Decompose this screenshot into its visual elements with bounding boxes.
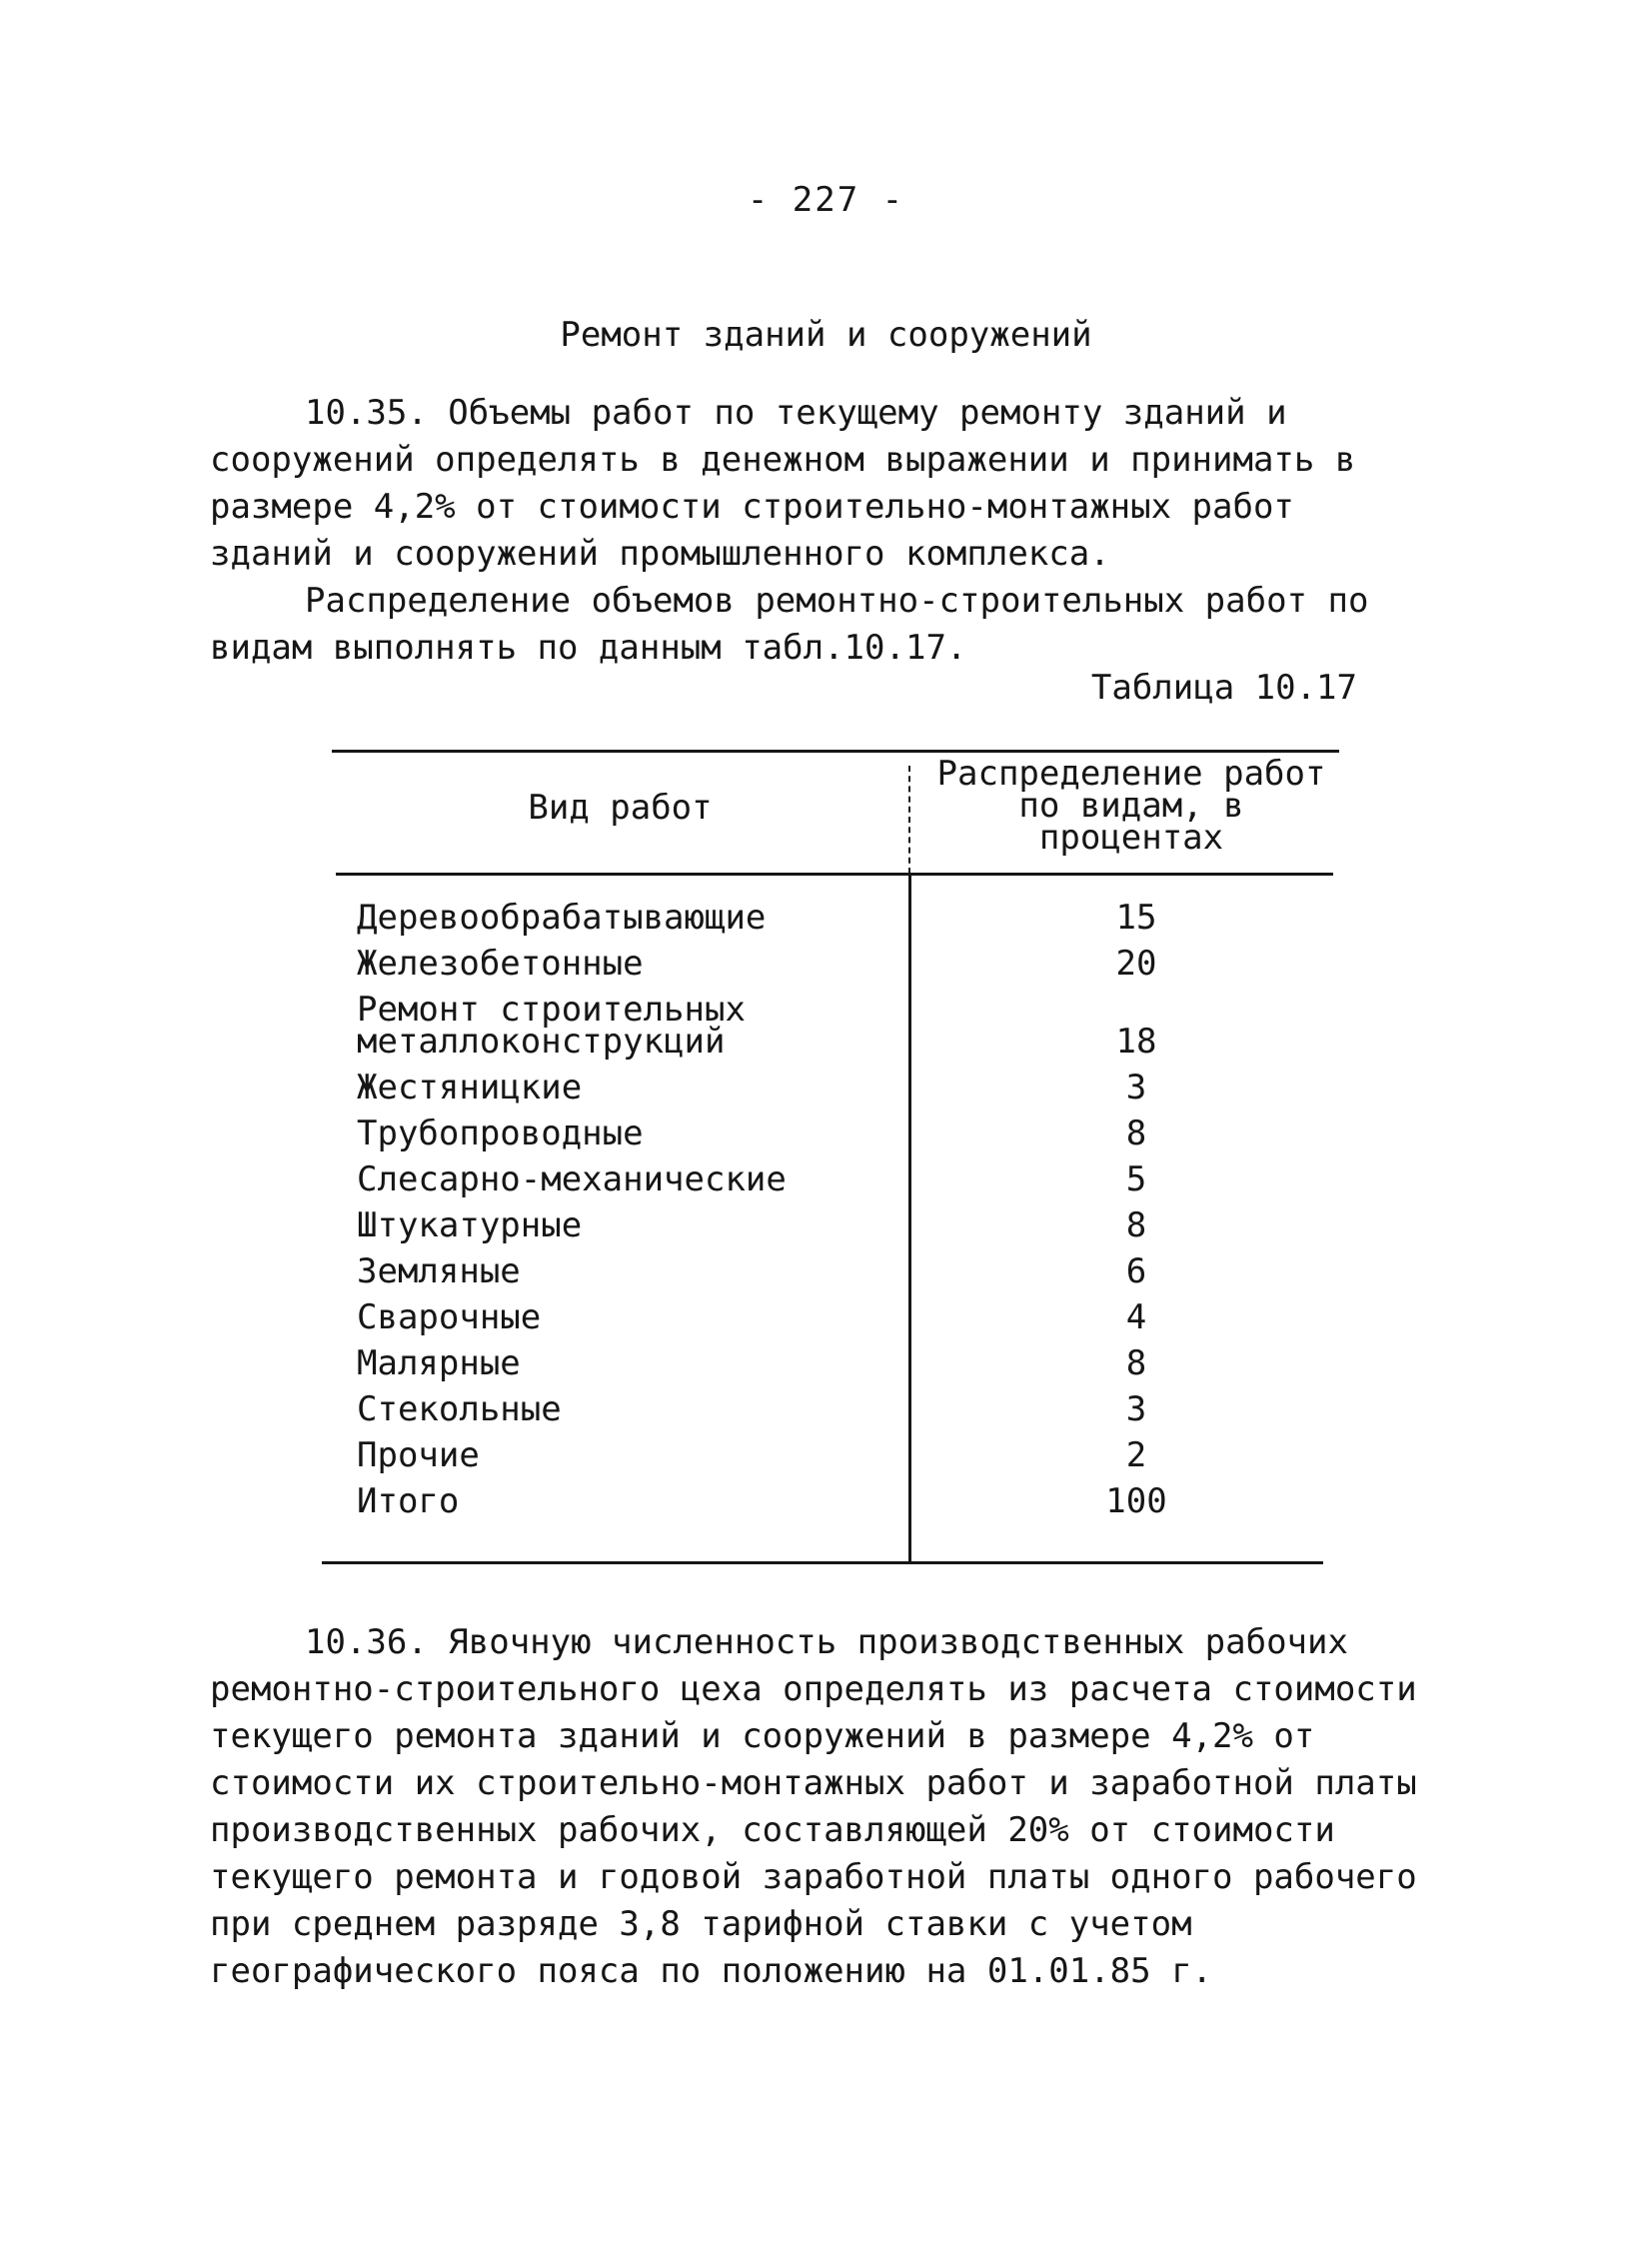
percent-cell — [946, 1297, 1326, 1337]
work-type-cell: Жестяницкие — [357, 1068, 583, 1108]
table-row — [357, 1481, 1336, 1521]
percent-cell — [946, 1068, 1326, 1108]
percent-value: 8 — [1125, 1343, 1147, 1383]
work-type-cell: Железобетонные — [357, 944, 644, 984]
table-row — [357, 990, 1336, 1062]
percent-value: 2 — [1125, 1435, 1147, 1475]
percent-cell — [946, 1435, 1326, 1475]
work-type-cell: Трубопроводные — [357, 1114, 644, 1153]
paragraph-text: Распределение объемов ремонтно-строительных работ по видам выполнять по данным табл.10.17. — [210, 581, 1369, 668]
percent-value: 3 — [1125, 1389, 1147, 1429]
percent-cell — [946, 1343, 1326, 1383]
percent-value: 3 — [1125, 1068, 1147, 1108]
work-type-cell: Штукатурные — [357, 1205, 583, 1245]
percent-value: 5 — [1125, 1159, 1147, 1199]
table-caption: Таблица 10.17 — [1090, 668, 1357, 708]
table-bottom-rule — [322, 1561, 1323, 1564]
work-type-cell: Ремонт строительных металлоконструкций — [357, 990, 746, 1062]
work-type-cell: Итого — [357, 1481, 460, 1521]
section-title: Ремонт зданий и сооружений — [560, 315, 1092, 355]
percent-value: 8 — [1125, 1114, 1147, 1153]
paragraph-text: 10.35. Объемы работ по текущему ремонту зданий и сооружений определять в денежном выражении и принимать в размере 4,2% от стоимости строительно-монтажных работ зданий и сооружений промышленного комплекса. — [210, 393, 1356, 574]
table-header-distribution: Распределение работ по видам, в процентах — [936, 754, 1326, 858]
table-row — [357, 944, 1336, 984]
table-row — [357, 898, 1336, 938]
table-header-work-type: Вид работ — [528, 788, 713, 828]
table-row — [357, 1159, 1336, 1199]
table-row — [357, 1068, 1336, 1108]
percent-cell — [946, 1389, 1326, 1429]
percent-cell — [946, 994, 1326, 1062]
percent-value: 18 — [1115, 1022, 1157, 1062]
work-type-cell: Земляные — [357, 1251, 521, 1291]
table-row — [357, 1251, 1336, 1291]
table-header-divider — [908, 766, 910, 874]
table-body — [357, 898, 1336, 1531]
work-type-cell: Стекольные — [357, 1389, 562, 1429]
table-row — [357, 1297, 1336, 1337]
table-header-rule — [336, 873, 1333, 876]
work-distribution-table — [332, 750, 1341, 1573]
percent-cell — [946, 944, 1326, 984]
page-number: - 227 - — [747, 180, 905, 220]
percent-cell — [946, 1251, 1326, 1291]
work-type-cell: Сварочные — [357, 1297, 542, 1337]
percent-cell — [946, 1159, 1326, 1199]
table-row — [357, 1389, 1336, 1429]
work-type-cell: Слесарно-механические — [357, 1159, 787, 1199]
percent-value: 100 — [1105, 1481, 1167, 1521]
percent-value: 8 — [1125, 1205, 1147, 1245]
work-type-cell: Прочие — [357, 1435, 480, 1475]
table-top-rule — [332, 750, 1339, 753]
percent-value: 20 — [1115, 944, 1157, 984]
percent-cell — [946, 1205, 1326, 1245]
percent-cell — [946, 1481, 1326, 1521]
table-row — [357, 1435, 1336, 1475]
work-type-cell: Малярные — [357, 1343, 521, 1383]
percent-cell — [946, 898, 1326, 938]
percent-value: 4 — [1125, 1297, 1147, 1337]
paragraph-10-36 — [210, 1619, 1429, 1995]
paragraph-10-35 — [210, 390, 1429, 672]
table-row — [357, 1343, 1336, 1383]
paragraph-text: 10.36. Явочную численность производственных рабочих ремонтно-строительного цеха определять из расчета стоимости текущего ремонта зданий и сооружений в размере 4,2% от стоимости их строительно-монтажных работ и заработной платы производственных рабочих, составляющей 20% от стоимости текущего ремонта и годовой заработной платы одного рабочего при среднем разряде 3,8 тарифной ставки с учетом географического пояса по положению на 01.01.85 г. — [210, 1622, 1417, 1991]
percent-value: 6 — [1125, 1251, 1147, 1291]
table-row — [357, 1114, 1336, 1153]
work-type-cell: Деревообрабатывающие — [357, 898, 767, 938]
percent-cell — [946, 1114, 1326, 1153]
table-row — [357, 1205, 1336, 1245]
percent-value: 15 — [1115, 898, 1157, 938]
